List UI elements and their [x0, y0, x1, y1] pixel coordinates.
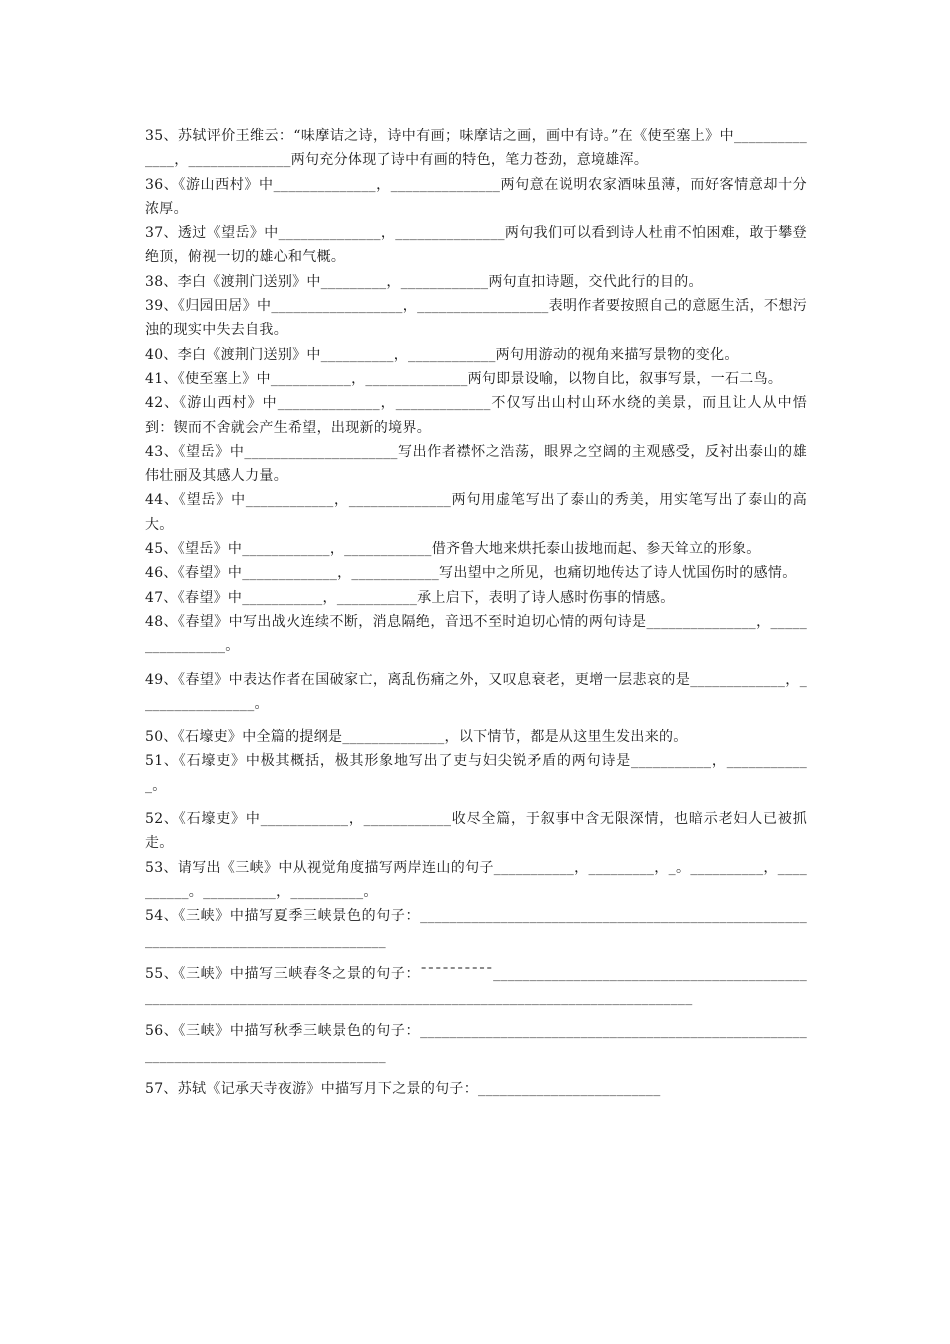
question-41: 41、《使至塞上》中___________，______________两句即景设喻，以物自比，叙事写景，一石二鸟。: [145, 370, 783, 387]
question-50: 50、《石壕吏》中全篇的提纲是______________，以下情节，都是从这里生发出来的。: [145, 729, 688, 746]
document-body: [145, 124, 807, 1101]
question-54: 54、《三峡》中描写夏季三峡景色的句子：______________________________________________________________________________________: [145, 908, 807, 949]
question-37: 37、透过《望岳》中______________，_______________两句我们可以看到诗人杜甫不怕困难，敢于攀登绝顶，俯视一切的雄心和气概。: [145, 225, 807, 266]
question-53: 53、请写出《三峡》中从视觉角度描写两岸连山的句子___________，_________，_。__________，__________。__________，__________。: [145, 859, 807, 900]
question-44: 44、《望岳》中____________，______________两句用虚笔写出了泰山的秀美，用实笔写出了泰山的高大。: [145, 492, 807, 533]
question-39: 39、《归园田居》中__________________，__________________表明作者要按照自己的意愿生活，不想污浊的现实中失去自我。: [145, 298, 807, 339]
question-55: 55、《三峡》中描写三峡春冬之景的句子：¯¯¯¯¯¯¯¯¯¯______________________________________________________________________________________________________________________: [145, 965, 807, 1007]
question-56: 56、《三峡》中描写秋季三峡景色的句子：______________________________________________________________________________________: [145, 1023, 807, 1064]
question-57: 57、苏轼《记承天寺夜游》中描写月下之景的句子：_________________________: [145, 1080, 661, 1097]
question-47: 47、《春望》中___________，___________承上启下，表明了诗人感时伤事的情感。: [145, 589, 675, 606]
question-45: 45、《望岳》中____________，____________借齐鲁大地来烘托泰山拔地而起、参天耸立的形象。: [145, 541, 761, 558]
question-38: 38、李白《渡荆门送别》中_________，____________两句直扣诗题，交代此行的目的。: [145, 273, 703, 290]
question-46: 46、《春望》中_____________，____________写出望中之所见，也痛切地传达了诗人忧国伤时的感情。: [145, 565, 797, 582]
question-35: 35、苏轼评价王维云：“味摩诘之诗，诗中有画；味摩诘之画，画中有诗。”在《使至塞上》中______________，______________两句充分体现了诗中有画的特色，笔力苍劲，意境雄浑。: [145, 128, 807, 169]
question-36: 36、《游山西村》中______________，_______________两句意在说明农家酒味虽薄，而好客情意却十分浓厚。: [145, 176, 807, 217]
question-51: 51、《石壕吏》中极其概括，极其形象地写出了吏与妇尖锐矛盾的两句诗是___________，____________。: [145, 753, 807, 794]
question-42: 42、《游山西村》中______________，_____________不仅写出山村山环水绕的美景，而且让人从中悟到：锲而不舍就会产生希望，出现新的境界。: [145, 395, 807, 436]
question-52: 52、《石壕吏》中____________，____________收尽全篇，于叙事中含无限深情，也暗示老妇人已被抓走。: [145, 811, 807, 852]
question-48: 48、《春望》中写出战火连续不断，消息隔绝，音迅不至时迫切心情的两句诗是_______________，________________。: [145, 613, 807, 655]
question-49: 49、《春望》中表达作者在国破家亡，离乱伤痛之外，又叹息衰老，更增一层悲哀的是_____________，________________。: [145, 671, 807, 712]
question-40: 40、李白《渡荆门送别》中__________，____________两句用游动的视角来描写景物的变化。: [145, 346, 739, 363]
question-43: 43、《望岳》中_____________________写出作者襟怀之浩荡，眼界之空阔的主观感受，反衬出泰山的雄伟壮丽及其感人力量。: [145, 443, 807, 485]
